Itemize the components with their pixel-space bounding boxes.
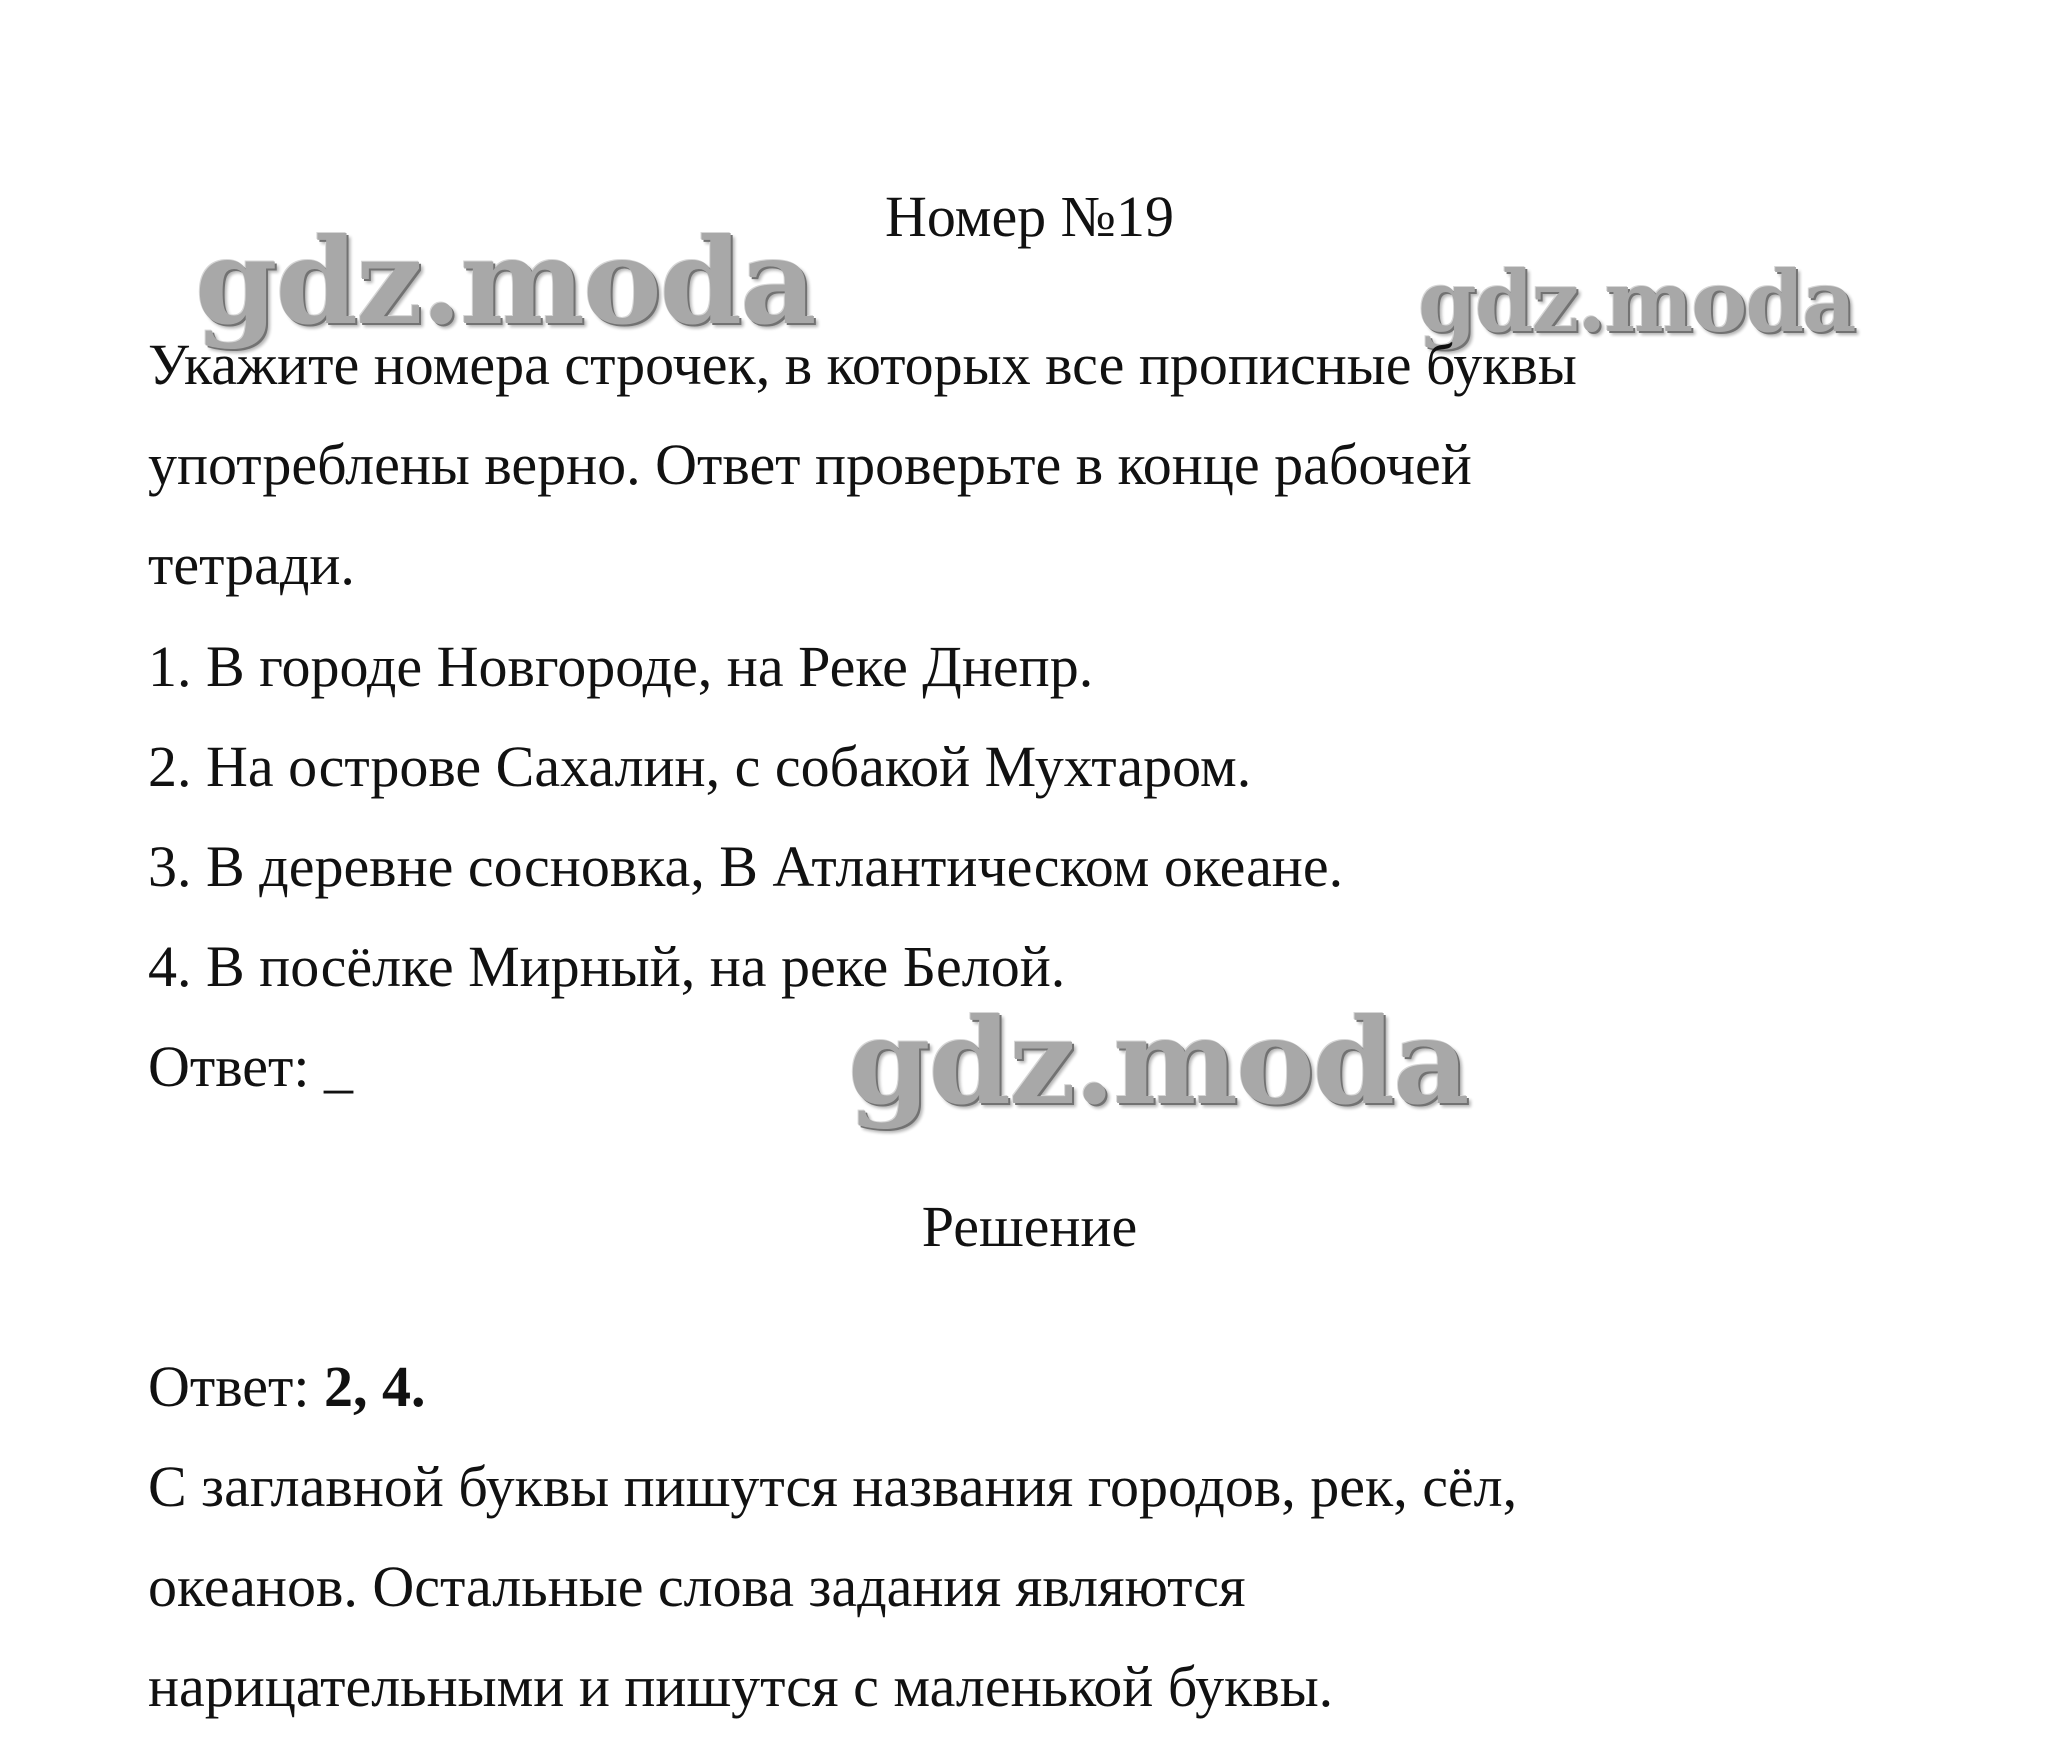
watermark-center: gdz.moda	[848, 992, 1468, 1131]
task-item-1: 1. В городе Новгороде, на Реке Днепр.	[148, 634, 1094, 699]
task-item-3: 3. В деревне сосновка, В Атлантическом океане.	[148, 834, 1344, 899]
task-line-2: употреблены верно. Ответ проверьте в конце рабочей	[148, 432, 1472, 497]
solution-explanation-3: нарицательными и пишутся с маленькой буквы.	[148, 1654, 1334, 1719]
page-title: Номер №19	[884, 184, 1175, 249]
solution-answer	[148, 1352, 425, 1422]
task-item-4: 4. В посёлке Мирный, на реке Белой.	[148, 934, 1066, 999]
solution-heading: Решение	[921, 1194, 1138, 1259]
watermark-top-left: gdz.moda	[195, 212, 815, 351]
solution-answer-value: 2, 4.	[323, 1354, 426, 1419]
watermark-top-right: gdz.moda	[1418, 252, 1855, 351]
solution-explanation-2: океанов. Остальные слова задания являются	[148, 1554, 1246, 1619]
task-item-2: 2. На острове Сахалин, с собакой Мухтаром.	[148, 734, 1252, 799]
task-line-3: тетради.	[148, 532, 355, 597]
task-line-1: Укажите номера строчек, в которых все прописные буквы	[148, 332, 1577, 397]
answer-prompt: Ответ: _	[148, 1034, 353, 1099]
solution-answer-label: Ответ:	[148, 1354, 310, 1419]
solution-explanation-1: С заглавной буквы пишутся названия городов, рек, сёл,	[148, 1454, 1518, 1519]
